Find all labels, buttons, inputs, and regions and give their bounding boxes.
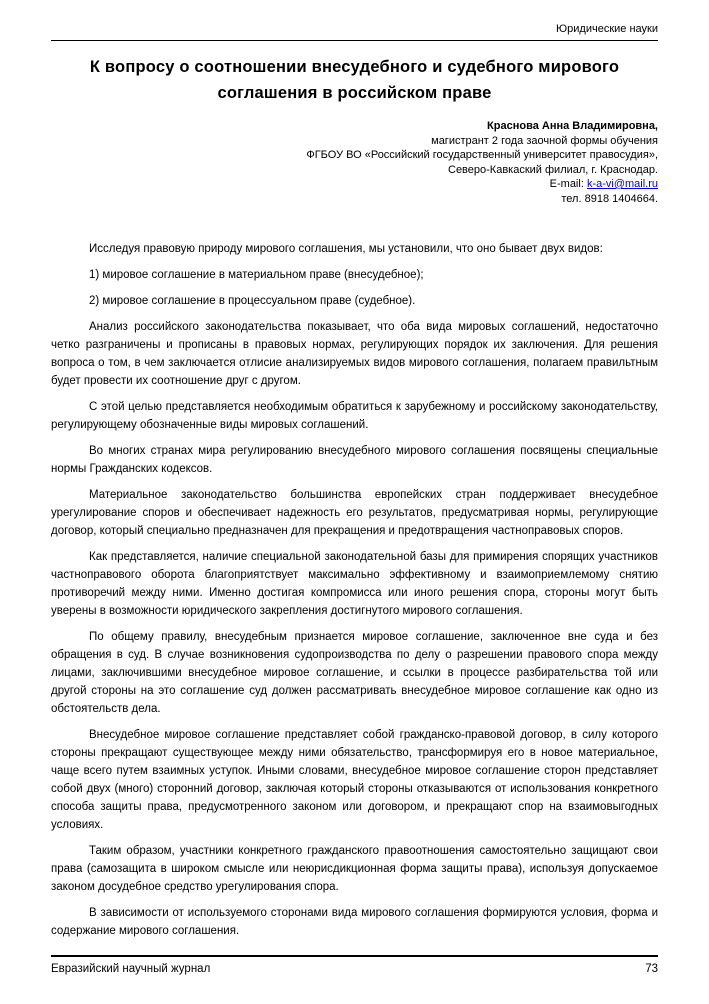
email-label: E-mail: (549, 178, 587, 190)
paragraph: 1) мировое соглашение в материальном праве (внесудебное); (89, 269, 424, 281)
page-number: 73 (645, 963, 658, 975)
paragraph: 2) мировое соглашение в процессуальном праве (судебное). (89, 295, 416, 307)
author-degree: магистрант 2 года заочной формы обучения (431, 134, 658, 147)
paragraph: Анализ российского законодательства показывает, что оба вида мировых соглашений, недостаточно четко разграничены и прописаны в правовых нормах, регулирующих порядок их заключения. Для решения вопроса о том, в чем заключается отлисие анализируемых видов мирового соглашения, полагаем правильтным будет провести их соотношение друг с другом. (51, 321, 658, 387)
paragraph: Исследуя правовую природу мирового соглашения, мы установили, что оно бывает двух видов: (89, 243, 603, 255)
paragraph: Таким образом, участники конкретного гражданского правоотношения самостоятельно защищают свои права (самозащита в широком смысле или неюрисдикционная форма защиты права), используя допускаемое законом досудебное средство урегулирования спора. (51, 845, 658, 893)
paragraph: В зависимости от используемого сторонами вида мирового соглашения формируются условия, форма и содержание мирового соглашения. (51, 907, 658, 937)
section-label: Юридические науки (556, 23, 658, 35)
author-email-line (51, 177, 658, 192)
paragraph: Во многих странах мира регулированию внесудебного мирового соглашения посвящены специальные нормы Гражданских кодексов. (51, 445, 658, 475)
paragraph: С этой целью представляется необходимым обратиться к зарубежному и российскому законодательству, регулирующему обозначенные виды мировых соглашений. (51, 401, 658, 431)
paragraph: По общему правилу, внесудебным признается мировое соглашение, заключенное вне суда и без обращения в суд. В случае возникновения судопроизводства по делу о разрешении правового спора между лицами, заключившими внесудебное мировое соглашение, и ссылки в процессе разбирательства той или другой стороны на это соглашение суд должен рассматривать внесудебное мировое соглашение как одно из обстоятельств дела. (51, 631, 658, 715)
page-footer (51, 955, 658, 976)
author-university: ФГБОУ ВО «Российский государственный университет правосудия», (306, 149, 658, 161)
article-body (51, 240, 658, 940)
paragraph: Материальное законодательство большинства европейских стран поддерживает внесудебное урегулирование споров и обеспечивает надежность его результатов, предусматривая нормы, регулирующие договор, который специально предназначен для прекращения и предотвращения частноправовых споров. (51, 489, 658, 537)
author-block (51, 119, 658, 206)
email-link[interactable]: k-a-vi@mail.ru (586, 178, 658, 190)
page-header (51, 22, 658, 41)
page-title: К вопросу о соотношении внесудебного и судебного мирового соглашения в российском праве (89, 58, 620, 102)
paragraph: Внесудебное мировое соглашение представляет собой гражданско-правовой договор, в силу которого стороны прекращают существующее между ними обязательство, трансформируя его в новое материальное, чаще всего путем взаимных уступок. Иными словами, внесудебное мировое соглашение сторон представляет собой двух (много) сторонний договор, заключая который стороны отказываются от использования конкретного способа защиты права, предусмотренного законом или договором, и прекращают спор на взаимовыгодных условиях. (51, 729, 658, 831)
author-branch: Северо-Кавкаский филиал, г. Краснодар. (448, 163, 658, 176)
author-phone: тел. 8918 1404664. (561, 192, 658, 205)
paragraph: Как представляется, наличие специальной законодательной базы для примирения спорящих участников частноправового оборота благоприятствует максимально эффективному и взаимоприемлемому снятию противоречий между ними. Именно достигая компромисса или иного решения спора, стороны могут быть уверены в возможности юридического закрепления достигнутого мирового соглашения. (51, 551, 658, 617)
author-name: Краснова Анна Владимировна, (487, 120, 658, 132)
journal-name: Евразийский научный журнал (51, 963, 211, 975)
